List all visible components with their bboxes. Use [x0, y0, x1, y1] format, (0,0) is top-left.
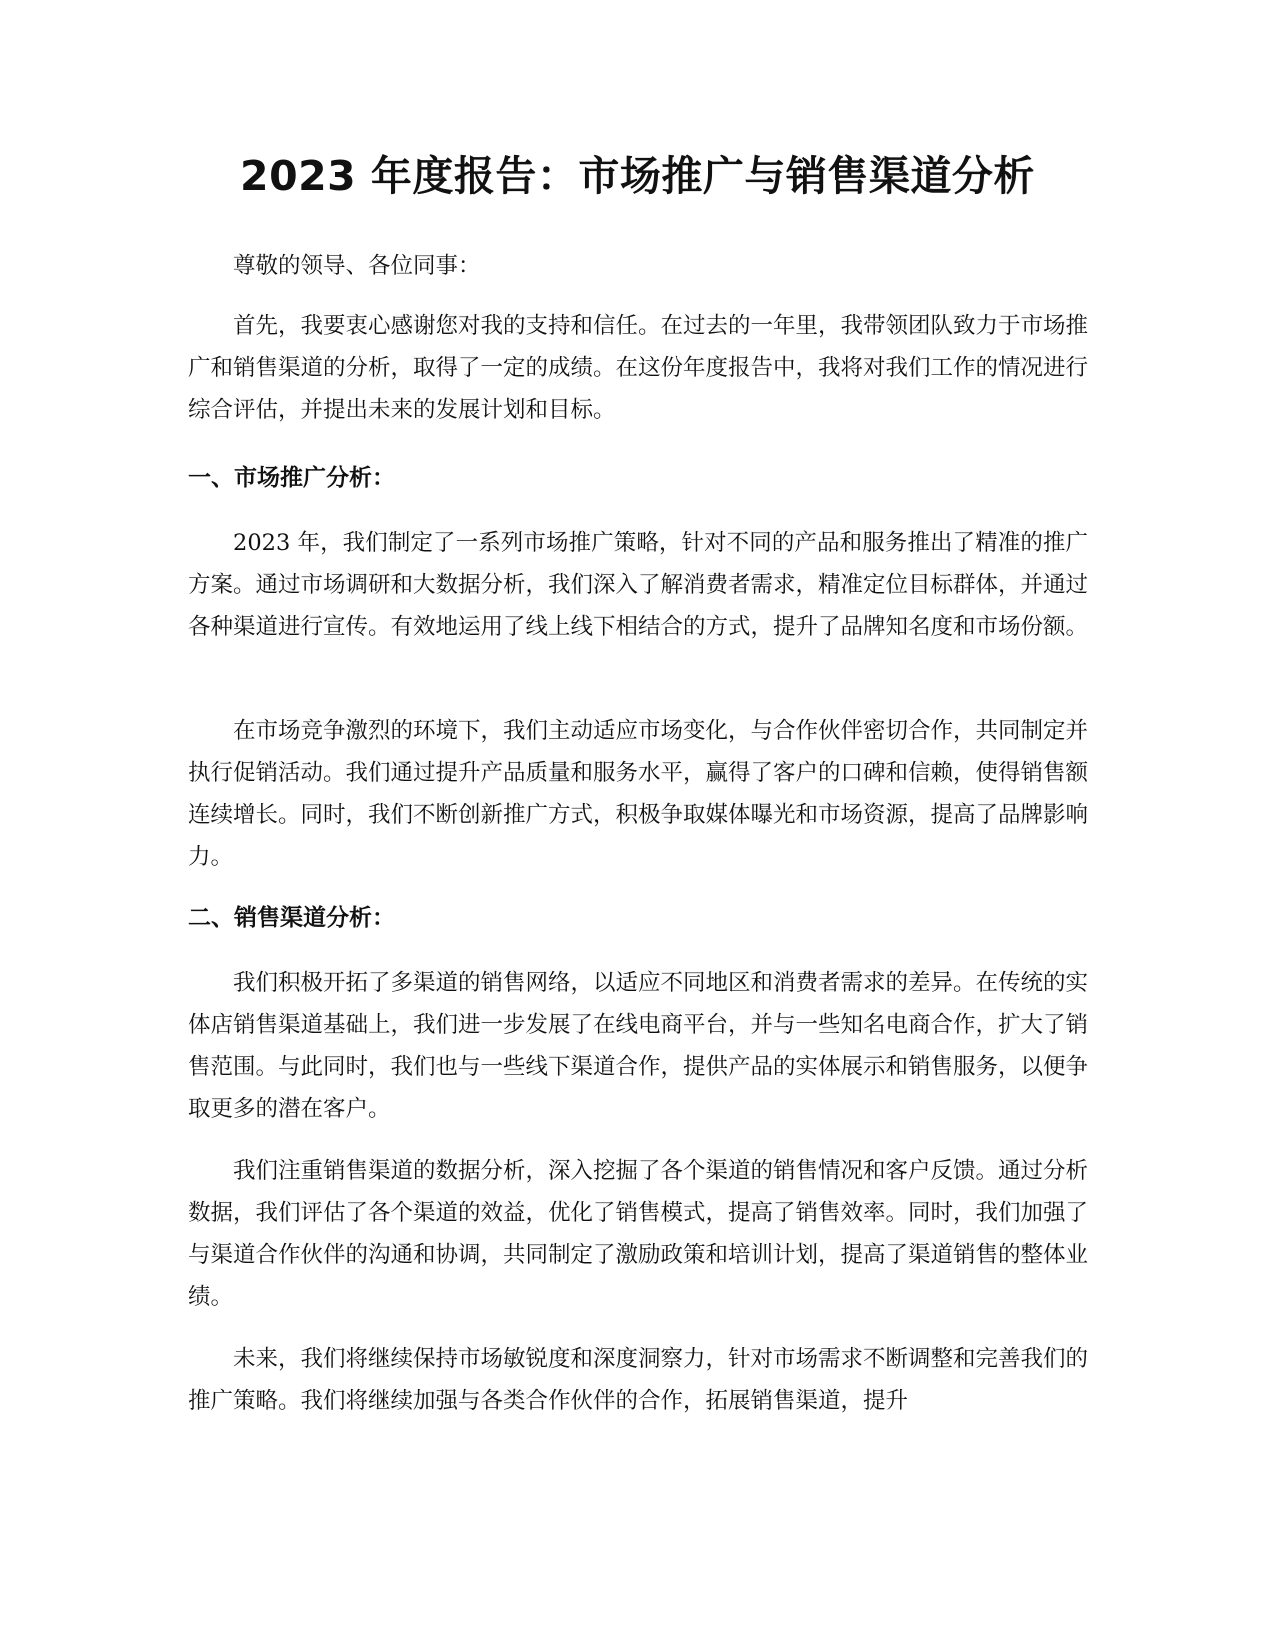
salutation-paragraph: 尊敬的领导、各位同事：: [233, 253, 481, 279]
sales-channels-paragraph-3: 未来，我们将继续保持市场敏锐度和深度洞察力，针对市场需求不断调整和完善我们的推广策略。我们将继续加强与各类合作伙伴的合作，拓展销售渠道，提升: [188, 1346, 1089, 1414]
market-promotion-paragraph-1: 2023 年，我们制定了一系列市场推广策略，针对不同的产品和服务推出了精准的推广方案。通过市场调研和大数据分析，我们深入了解消费者需求，精准定位目标群体，并通过各种渠道进行宣传。有效地运用了线上线下相结合的方式，提升了品牌知名度和市场份额。: [188, 530, 1089, 640]
intro-paragraph: 首先，我要衷心感谢您对我的支持和信任。在过去的一年里，我带领团队致力于市场推广和销售渠道的分析，取得了一定的成绩。在这份年度报告中，我将对我们工作的情况进行综合评估，并提出未来的发展计划和目标。: [188, 313, 1089, 423]
document-title: 2023 年度报告：市场推广与销售渠道分析: [240, 152, 1035, 200]
sales-channels-paragraph-1: 我们积极开拓了多渠道的销售网络，以适应不同地区和消费者需求的差异。在传统的实体店销售渠道基础上，我们进一步发展了在线电商平台，并与一些知名电商合作，扩大了销售范围。与此同时，我们也与一些线下渠道合作，提供产品的实体展示和销售服务，以便争取更多的潜在客户。: [188, 970, 1089, 1122]
sales-channels-paragraph-2: 我们注重销售渠道的数据分析，深入挖掘了各个渠道的销售情况和客户反馈。通过分析数据，我们评估了各个渠道的效益，优化了销售模式，提高了销售效率。同时，我们加强了与渠道合作伙伴的沟通和协调，共同制定了激励政策和培训计划，提高了渠道销售的整体业绩。: [188, 1158, 1089, 1310]
section-heading-market-promotion: 一、市场推广分析：: [188, 465, 395, 491]
market-promotion-paragraph-2: 在市场竞争激烈的环境下，我们主动适应市场变化，与合作伙伴密切合作，共同制定并执行促销活动。我们通过提升产品质量和服务水平，赢得了客户的口碑和信赖，使得销售额连续增长。同时，我们不断创新推广方式，积极争取媒体曝光和市场资源，提高了品牌影响力。: [188, 718, 1089, 870]
section-heading-sales-channels: 二、销售渠道分析：: [188, 905, 395, 931]
